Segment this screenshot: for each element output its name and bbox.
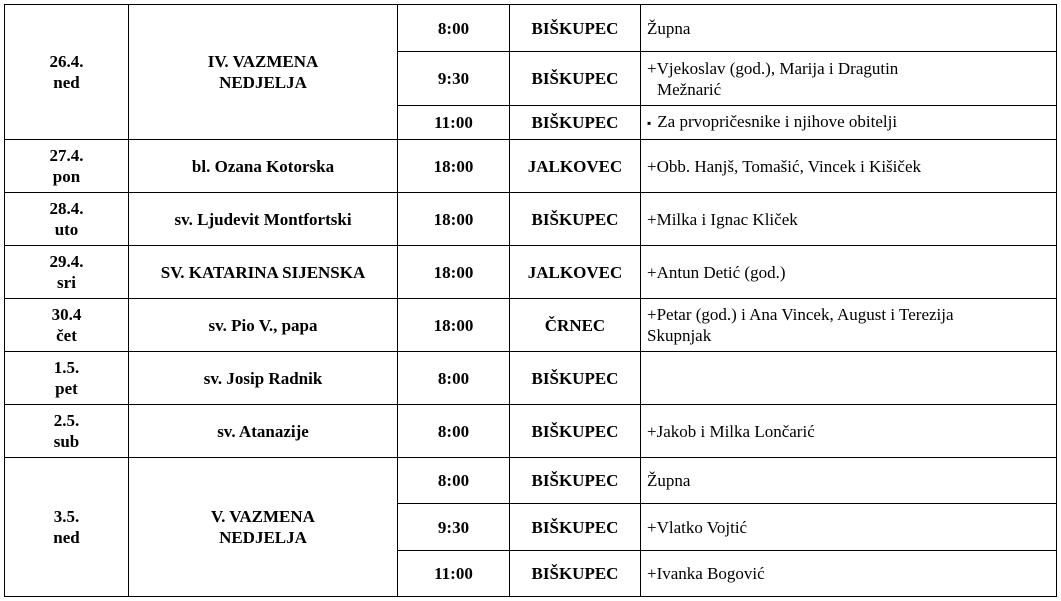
day-date: 27.4. (49, 146, 84, 165)
mass-time: 8:00 (398, 352, 510, 405)
saint-line: NEDJELJA (219, 73, 307, 92)
saint-line: SV. KATARINA SIJENSKA (160, 262, 366, 282)
intention-line: Skupnjak (647, 326, 712, 345)
schedule-body (5, 5, 1057, 597)
date-cell (5, 405, 129, 458)
mass-intention (641, 246, 1057, 299)
date-cell (5, 246, 129, 299)
day-date: 2.5. (53, 411, 80, 430)
intention-line: +Obb. Hanjš, Tomašić, Vincek i Kišiček (647, 156, 921, 176)
saint-line: V. VAZMENA (211, 507, 315, 526)
saint-cell (129, 5, 398, 140)
mass-place: BIŠKUPEC (510, 193, 641, 246)
saint-cell (129, 405, 398, 458)
intention-line: +Jakob i Milka Lončarić (647, 421, 815, 441)
date-cell (5, 193, 129, 246)
day-date: 29.4. (49, 252, 84, 271)
saint-line: sv. Atanazije (217, 421, 309, 441)
saint-cell (129, 140, 398, 193)
mass-place: BIŠKUPEC (510, 504, 641, 551)
mass-place: BIŠKUPEC (510, 458, 641, 504)
saint-cell (129, 352, 398, 405)
date-cell (5, 299, 129, 352)
mass-intention (641, 352, 1057, 405)
mass-place: JALKOVEC (510, 246, 641, 299)
day-date: 26.4. (49, 52, 84, 71)
mass-place: BIŠKUPEC (510, 352, 641, 405)
saint-line: IV. VAZMENA (207, 52, 319, 71)
saint-line: sv. Pio V., papa (208, 315, 318, 335)
mass-intention (641, 504, 1057, 551)
day-weekday: pet (55, 379, 78, 398)
mass-intention (641, 106, 1057, 140)
mass-row (5, 140, 1057, 193)
mass-intention (641, 5, 1057, 52)
intention-line: +Vlatko Vojtić (647, 517, 748, 537)
mass-time: 18:00 (398, 140, 510, 193)
saint-cell (129, 299, 398, 352)
date-cell (5, 458, 129, 597)
mass-time: 8:00 (398, 5, 510, 52)
saint-line: NEDJELJA (219, 528, 307, 547)
mass-intention (641, 551, 1057, 597)
mass-place: JALKOVEC (510, 140, 641, 193)
day-weekday: sri (57, 273, 76, 292)
mass-place: BIŠKUPEC (510, 52, 641, 106)
day-date: 28.4. (49, 199, 84, 218)
intention-line: +Ivanka Bogović (647, 564, 765, 583)
mass-row (5, 405, 1057, 458)
mass-time: 18:00 (398, 246, 510, 299)
bullet-icon: ▪ (647, 116, 652, 130)
intention-line: +Petar (god.) i Ana Vincek, August i Terezija (647, 305, 954, 324)
day-date: 1.5. (53, 358, 80, 377)
date-cell (5, 5, 129, 140)
intention-line: +Vjekoslav (god.), Marija i Dragutin (647, 58, 899, 78)
day-date: 3.5. (53, 507, 80, 526)
mass-time: 18:00 (398, 299, 510, 352)
mass-time: 11:00 (398, 551, 510, 597)
mass-intention (641, 299, 1057, 352)
saint-cell (129, 193, 398, 246)
mass-intention (641, 193, 1057, 246)
date-cell (5, 140, 129, 193)
day-weekday: ned (53, 528, 80, 547)
intention-line: +Milka i Ignac Kliček (647, 209, 798, 229)
mass-place: BIŠKUPEC (510, 106, 641, 140)
mass-place: BIŠKUPEC (510, 551, 641, 597)
mass-time: 9:30 (398, 504, 510, 551)
mass-intention (641, 52, 1057, 106)
mass-row (5, 193, 1057, 246)
mass-time: 18:00 (398, 193, 510, 246)
day-weekday: uto (54, 220, 79, 239)
intention-line: Župna (647, 471, 691, 490)
day-date: 30.4 (51, 305, 82, 324)
mass-time: 9:30 (398, 52, 510, 106)
day-weekday: ned (53, 73, 80, 92)
mass-intention (641, 458, 1057, 504)
mass-row (5, 352, 1057, 405)
day-weekday: sub (53, 432, 80, 451)
intention-line: Župna (647, 18, 691, 38)
intention-line: Mežnarić (657, 79, 722, 99)
date-cell (5, 352, 129, 405)
saint-cell (129, 246, 398, 299)
mass-row (5, 246, 1057, 299)
saint-line: sv. Ljudevit Montfortski (174, 209, 352, 229)
saint-line: bl. Ozana Kotorska (191, 156, 335, 176)
mass-time: 11:00 (398, 106, 510, 140)
day-weekday: čet (56, 326, 77, 345)
mass-row (5, 299, 1057, 352)
mass-time: 8:00 (398, 405, 510, 458)
saint-line: sv. Josip Radnik (203, 368, 323, 388)
mass-place: ČRNEC (510, 299, 641, 352)
mass-intention (641, 405, 1057, 458)
mass-place: BIŠKUPEC (510, 5, 641, 52)
mass-place: BIŠKUPEC (510, 405, 641, 458)
saint-cell (129, 458, 398, 597)
intention-line: Za prvopričesnike i njihove obitelji (657, 112, 898, 131)
mass-row (5, 458, 1057, 504)
mass-intention (641, 140, 1057, 193)
mass-row (5, 5, 1057, 52)
intention-line: +Antun Detić (god.) (647, 262, 786, 282)
day-weekday: pon (52, 167, 81, 186)
mass-time: 8:00 (398, 458, 510, 504)
mass-schedule-table (4, 4, 1057, 597)
